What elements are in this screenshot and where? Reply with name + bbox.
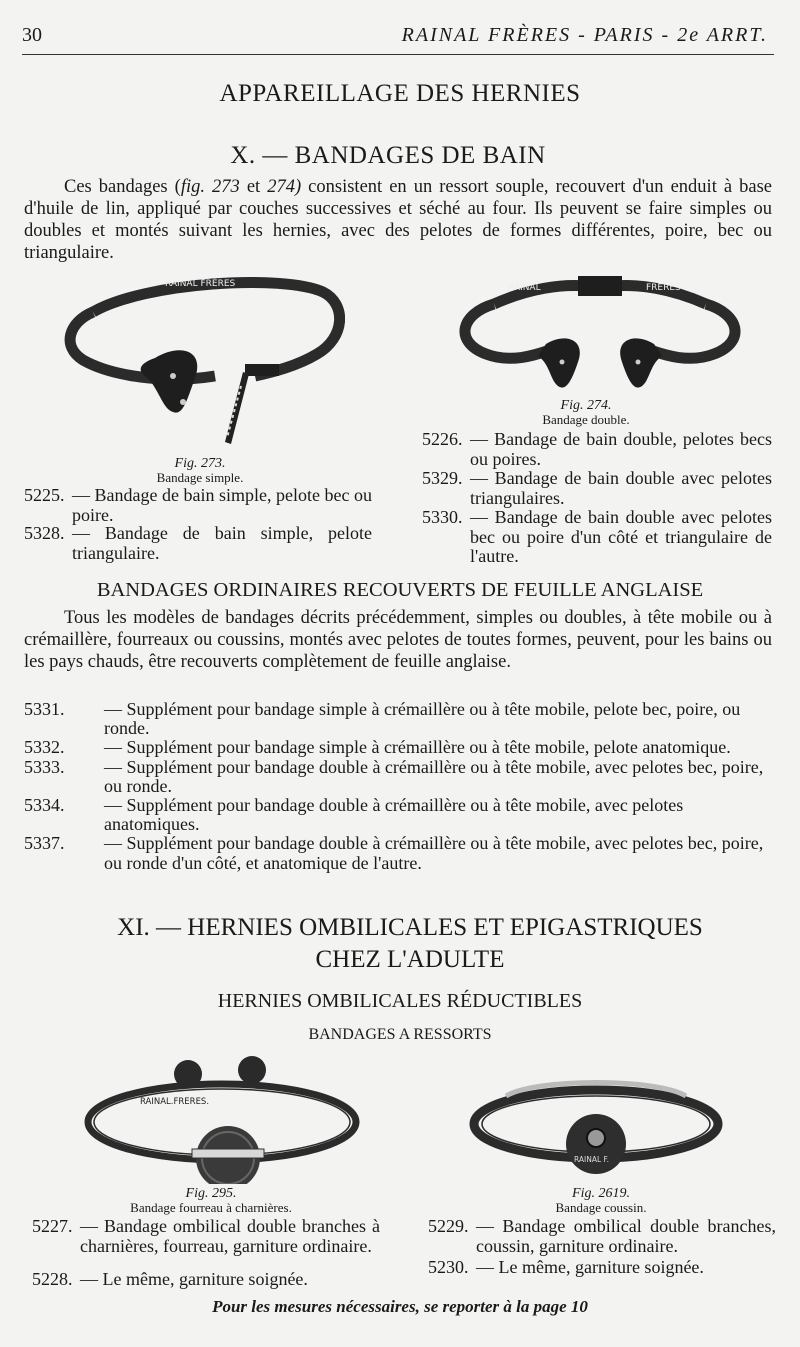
section-xi-subsubheading: BANDAGES A RESSORTS xyxy=(308,1026,492,1043)
figure-274-label: Fig. 274. xyxy=(560,398,612,413)
supplement-list xyxy=(24,700,776,873)
figure-274-illustration xyxy=(450,264,750,399)
running-head-title: RAINAL FRÈRES - PARIS - 2e ARRT. xyxy=(401,24,768,46)
section-xi-heading-2: CHEZ L'ADULTE xyxy=(315,946,505,973)
figure-273-label: Fig. 273. xyxy=(174,456,226,471)
figure-273-caption xyxy=(150,456,250,485)
list-item: 5228. — Le même, garniture soignée. xyxy=(32,1269,308,1289)
section-x-heading: X. — BANDAGES DE BAIN xyxy=(230,142,546,169)
section-xi-subheading: HERNIES OMBILICALES RÉDUCTIBLES xyxy=(217,990,583,1012)
list-item: 5328. — Bandage de bain simple, pelote triangulaire. xyxy=(24,523,372,563)
list-item: 5332. — Supplément pour bandage simple à crémaillère ou à tête mobile, pelote anatomique. xyxy=(24,737,731,758)
figure-295-illustration xyxy=(82,1054,372,1184)
figure-295-engraving: RAINAL.FRERES. xyxy=(140,1097,210,1107)
figure-295-caption xyxy=(86,1186,336,1215)
figure-274-caption xyxy=(531,398,641,427)
list-item: 5330. — Bandage de bain double avec pelotes bec ou poire d'un côté et triangulaire de l'autre. xyxy=(422,507,772,566)
list-item: 5229. — Bandage ombilical double branches, coussin, garniture ordinaire. xyxy=(428,1216,776,1256)
page-number: 30 xyxy=(22,24,42,46)
list-item: 5226. — Bandage de bain double, pelotes becs ou poires. xyxy=(422,429,772,469)
section-ordinaires-heading: BANDAGES ORDINAIRES RECOUVERTS DE FEUILLE ANGLAISE xyxy=(96,579,704,601)
page-footer: Pour les mesures nécessaires, se reporter à la page 10 xyxy=(212,1297,588,1316)
section-xi-heading: XI. — HERNIES OMBILICALES ET EPIGASTRIQUES xyxy=(117,914,703,941)
section-x-intro: Ces bandages (fig. 273 et 274) consistent en un ressort souple, recouvert d'un enduit à base d'huile de lin, appliqué par couches successives et séché au four. Ils peuvent se faire simples ou doubles et montés suivant les hernies, avec des pelotes de formes différentes, poire, bec ou triangulaire. xyxy=(24,177,772,263)
list-item: 5337. — Supplément pour bandage double à crémaillère ou à tête mobile, avec pelotes bec, poire, ou ronde d'un côté, et anatomique de l'autre. xyxy=(24,833,764,873)
list-item: 5334. — Supplément pour bandage double à crémaillère ou à tête mobile, avec pelotes anatomiques. xyxy=(24,795,684,835)
list-item: 5227. — Bandage ombilical double branches à charnières, fourreau, garniture ordinaire. xyxy=(32,1216,380,1256)
page-title: APPAREILLAGE DES HERNIES xyxy=(219,80,581,107)
figure-274-caption-text: Bandage double. xyxy=(542,412,630,427)
figure-2619-caption-text: Bandage coussin. xyxy=(555,1200,647,1215)
figure-2619-engraving: RAINAL F. xyxy=(574,1155,610,1164)
figure-273-engraving: RAINAL FRÈRES xyxy=(165,279,236,289)
list-item: 5333. — Supplément pour bandage double à crémaillère ou à tête mobile, avec pelotes bec, poire, ou ronde. xyxy=(24,756,764,796)
figure-2619-caption xyxy=(536,1186,666,1215)
figure-273-caption-text: Bandage simple. xyxy=(156,470,244,485)
figure-274-engraving-right: FRERES xyxy=(646,283,681,293)
figure-274-engraving-left: RAINAL xyxy=(508,283,541,293)
section-ordinaires-text: Tous les modèles de bandages décrits précédemment, simples ou doubles, à tête mobile ou à crémaillère, fourreaux ou coussins, montés avec pelotes de toutes formes, peuvent, pour les bains ou les pays chauds, être recouverts complètement de feuille anglaise. xyxy=(24,608,772,672)
running-head xyxy=(22,20,774,55)
list-item: 5230. — Le même, garniture soignée. xyxy=(428,1257,704,1277)
list-item: 5329. — Bandage de bain double avec pelotes triangulaires. xyxy=(422,468,772,508)
figure-2619-label: Fig. 2619. xyxy=(572,1186,630,1201)
figure-2619-illustration xyxy=(466,1072,726,1182)
list-item: 5225. — Bandage de bain simple, pelote bec ou poire. xyxy=(24,485,372,525)
figure-295-caption-text: Bandage fourreau à charnières. xyxy=(130,1200,292,1215)
list-item: 5331. — Supplément pour bandage simple à crémaillère ou à tête mobile, pelote bec, poire, ou ronde. xyxy=(24,699,741,739)
figure-295-label: Fig. 295. xyxy=(185,1186,237,1201)
figure-273-illustration xyxy=(55,268,345,453)
